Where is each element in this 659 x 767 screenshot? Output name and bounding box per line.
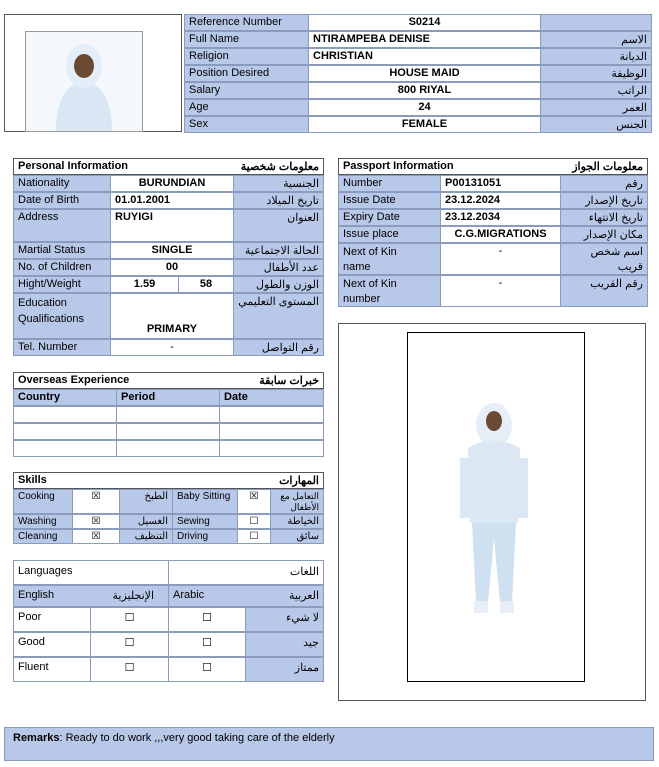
arabic-header — [168, 585, 324, 607]
dob-value: 01.01.2001 — [110, 192, 234, 209]
skill-label: Washing — [13, 514, 73, 529]
remarks-box — [4, 727, 654, 761]
skills-title-ar: المهارات — [279, 475, 319, 487]
dob-label: Date of Birth — [13, 192, 111, 209]
personal-title: Personal Information — [18, 160, 129, 172]
level-label-ar: لا شيء — [245, 607, 324, 632]
header-label: Religion — [184, 48, 309, 65]
expiry-label: Expiry Date — [338, 209, 441, 226]
address-label: Address — [13, 209, 111, 242]
full-body-photo — [407, 332, 585, 682]
languages-title: Languages — [13, 560, 169, 585]
overseas-title: Overseas Experience — [18, 374, 130, 386]
tel-value: - — [110, 339, 234, 356]
kin-name-label-ar — [560, 243, 648, 275]
arabic-good-check: ☐ — [168, 632, 246, 657]
skill-check: ☐ — [237, 529, 271, 544]
overseas-title-row — [13, 372, 324, 389]
education-label-ar: المستوى التعليمي — [233, 293, 324, 339]
expiry-value: 23.12.2034 — [440, 209, 561, 226]
languages-title-ar: اللغات — [168, 560, 324, 585]
skill-label: Cleaning — [13, 529, 73, 544]
skills-title: Skills — [18, 474, 47, 486]
header-value: S0214 — [308, 14, 541, 31]
issue-place-value: C.G.MIGRATIONS — [440, 226, 561, 243]
passport-number-label: Number — [338, 175, 441, 192]
header-label: Reference Number — [184, 14, 309, 31]
remarks-text: : Ready to do work ,,,very good taking care of the elderly — [59, 732, 335, 744]
marital-value: SINGLE — [110, 242, 234, 259]
dob-label-ar: تاريخ الميلاد — [233, 192, 324, 209]
table-cell — [116, 406, 220, 423]
education-label — [13, 293, 111, 339]
skill-label-ar: الطبخ — [119, 489, 173, 514]
kin-number-label-1: Next of Kin — [343, 278, 397, 290]
passport-number-value: P00131051 — [440, 175, 561, 192]
level-label-ar: ممتاز — [245, 657, 324, 682]
header-label-ar — [540, 14, 652, 31]
tel-label: Tel. Number — [13, 339, 111, 356]
kin-number-label-2: number — [343, 293, 381, 305]
header-label: Full Name — [184, 31, 309, 48]
remarks-label: Remarks — [13, 732, 60, 744]
passport-title-row — [338, 158, 648, 175]
header-label-ar: العمر — [540, 99, 652, 116]
skill-check: ☐ — [237, 514, 271, 529]
kin-name-value: - — [440, 243, 561, 275]
profile-photo — [25, 31, 143, 132]
arabic-label-ar: العربية — [288, 590, 319, 602]
header-value: 24 — [308, 99, 541, 116]
header-value: FEMALE — [308, 116, 541, 133]
english-label-ar: الإنجليزية — [112, 590, 154, 602]
header-label: Position Desired — [184, 65, 309, 82]
header-label-ar: الراتب — [540, 82, 652, 99]
issue-date-label-ar: تاريخ الإصدار — [560, 192, 648, 209]
expiry-label-ar: تاريخ الانتهاء — [560, 209, 648, 226]
skill-label-ar: الخياطة — [270, 514, 324, 529]
header-label-ar: الجنس — [540, 116, 652, 133]
skill-check: ☒ — [237, 489, 271, 514]
nationality-label-ar: الجنسية — [233, 175, 324, 192]
skill-label: Cooking — [13, 489, 73, 514]
marital-label-ar: الحالة الاجتماعية — [233, 242, 324, 259]
kin-name-label-1: Next of Kin — [343, 246, 397, 258]
skill-label: Sewing — [172, 514, 238, 529]
level-label-ar: جيد — [245, 632, 324, 657]
skill-label-ar: التنظيف — [119, 529, 173, 544]
nationality-label: Nationality — [13, 175, 111, 192]
skill-label-ar-1: التعامل مع — [280, 491, 319, 501]
arabic-fluent-check: ☐ — [168, 657, 246, 682]
issue-place-label-ar: مكان الإصدار — [560, 226, 648, 243]
kin-number-value: - — [440, 275, 561, 307]
skills-title-row — [13, 472, 324, 489]
english-good-check: ☐ — [90, 632, 169, 657]
skill-label: Baby Sitting — [172, 489, 238, 514]
header-label: Age — [184, 99, 309, 116]
kin-name-label-ar-2: قريب — [617, 261, 643, 273]
children-label: No. of Children — [13, 259, 111, 276]
english-header — [13, 585, 169, 607]
passport-title: Passport Information — [343, 160, 454, 172]
personal-title-ar: معلومات شخصية — [240, 161, 319, 173]
tel-label-ar: رقم التواصل — [233, 339, 324, 356]
header-value: HOUSE MAID — [308, 65, 541, 82]
passport-number-label-ar: رقم — [560, 175, 648, 192]
table-cell — [219, 423, 324, 440]
hw-label: Hight/Weight — [13, 276, 111, 293]
header-label-ar: الديانة — [540, 48, 652, 65]
kin-number-label-ar: رقم القريب — [560, 275, 648, 307]
height-value: 1.59 — [110, 276, 179, 293]
kin-name-label-ar-1: اسم شخص — [590, 246, 643, 258]
skill-label-ar: الغسيل — [119, 514, 173, 529]
header-label-ar: الاسم — [540, 31, 652, 48]
table-cell — [219, 406, 324, 423]
level-label: Good — [13, 632, 91, 657]
table-cell — [116, 440, 220, 457]
address-value: RUYIGI — [110, 209, 234, 242]
table-cell — [13, 406, 117, 423]
level-label: Poor — [13, 607, 91, 632]
marital-label: Martial Status — [13, 242, 111, 259]
address-label-ar: العنوان — [233, 209, 324, 242]
header-value: 800 RIYAL — [308, 82, 541, 99]
header-value: CHRISTIAN — [308, 48, 541, 65]
header-value: NTIRAMPEBA DENISE — [308, 31, 541, 48]
english-fluent-check: ☐ — [90, 657, 169, 682]
header-label: Sex — [184, 116, 309, 133]
nationality-value: BURUNDIAN — [110, 175, 234, 192]
skill-label-ar-2: الأطفال — [290, 502, 319, 512]
col-country: Country — [13, 389, 117, 406]
skill-check: ☒ — [72, 529, 120, 544]
arabic-label: Arabic — [173, 589, 205, 601]
kin-number-label — [338, 275, 441, 307]
col-date: Date — [219, 389, 324, 406]
education-label-2: Qualifications — [18, 313, 85, 325]
english-poor-check: ☐ — [90, 607, 169, 632]
education-value: PRIMARY — [110, 293, 234, 339]
kin-name-label-2: name — [343, 261, 371, 273]
overseas-title-ar: خبرات سابقة — [259, 375, 319, 387]
passport-title-ar: معلومات الجواز — [572, 161, 643, 173]
children-label-ar: عدد الأطفال — [233, 259, 324, 276]
header-label-ar: الوظيفة — [540, 65, 652, 82]
issue-place-label: Issue place — [338, 226, 441, 243]
issue-date-value: 23.12.2024 — [440, 192, 561, 209]
table-cell — [219, 440, 324, 457]
children-value: 00 — [110, 259, 234, 276]
skill-label-ar — [270, 489, 324, 514]
level-label: Fluent — [13, 657, 91, 682]
arabic-poor-check: ☐ — [168, 607, 246, 632]
skill-label-ar: سائق — [270, 529, 324, 544]
header-label: Salary — [184, 82, 309, 99]
kin-name-label — [338, 243, 441, 275]
table-cell — [13, 440, 117, 457]
skill-check: ☒ — [72, 489, 120, 514]
skill-check: ☒ — [72, 514, 120, 529]
english-label: English — [18, 589, 55, 601]
table-cell — [13, 423, 117, 440]
issue-date-label: Issue Date — [338, 192, 441, 209]
personal-title-row — [13, 158, 324, 175]
hw-label-ar: الوزن والطول — [233, 276, 324, 293]
table-cell — [116, 423, 220, 440]
skill-label: Driving — [172, 529, 238, 544]
education-label-1: Education — [18, 297, 67, 309]
col-period: Period — [116, 389, 220, 406]
weight-value: 58 — [178, 276, 234, 293]
